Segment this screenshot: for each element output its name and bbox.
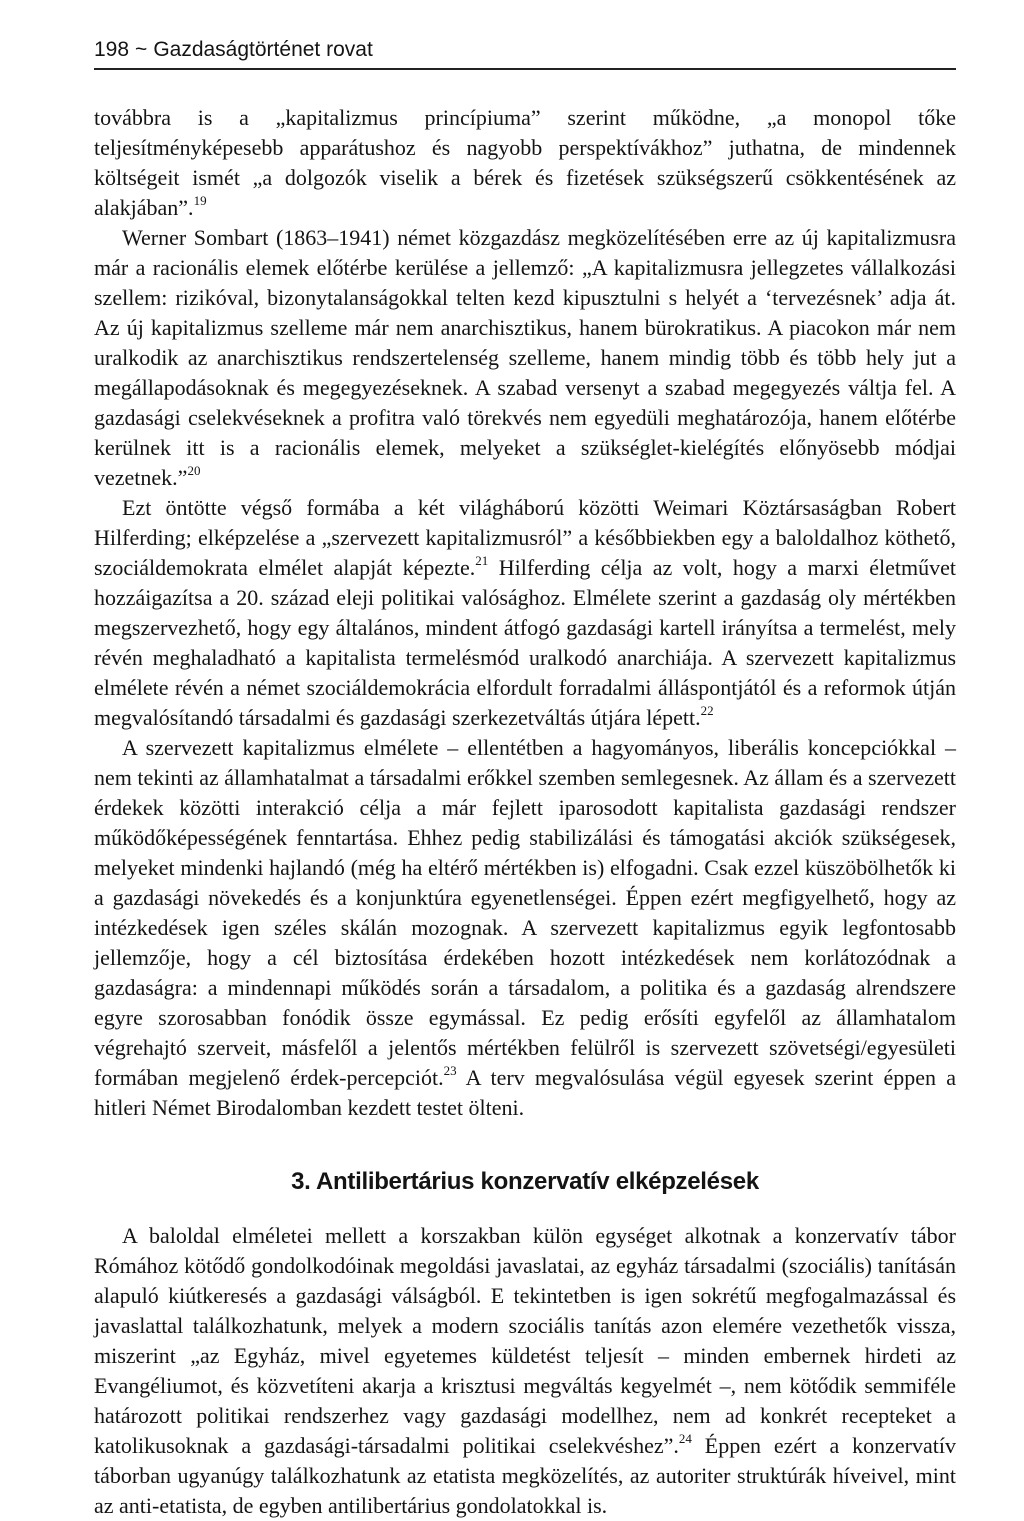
header-section-title: Gazdaságtörténet rovat (153, 38, 373, 61)
header-separator: ~ (135, 38, 148, 61)
page-number: 198 (94, 38, 130, 61)
footnote-ref-19[interactable]: 19 (193, 192, 207, 208)
body-text (94, 103, 956, 1521)
paragraph-1-text: továbbra is a „kapitalizmus princípiuma” szerint működne, „a monopol tőke teljesítményképesebb apparátushoz és nagyobb perspektívákhoz” juthatna, de mindennek költségeit ismét „a dolgozók viselik a bérek és fizetések szükségszerű csökkentésének az alakjában”. (94, 105, 956, 220)
paragraph-3-text-b: Hilferding célja az volt, hogy a marxi életművet hozzáigazítsa a 20. század eleji politikai valósághoz. Elmélete szerint a gazdaság oly mértékben megszervezhető, hogy egy általános, mindent átfogó gazdasági kartell irányítsa a termelést, mely révén meghaladható a kapitalista termelésmód uralkodó anarchiája. A szervezett kapitalizmus elmélete révén a német szociáldemokrácia elfordult forradalmi álláspontjától és a reformok útján megvalósítandó társadalmi és gazdasági szerkezetváltás útjára lépett. (94, 555, 956, 730)
section-heading: 3. Antilibertárius konzervatív elképzelések (291, 1168, 759, 1195)
paragraph-2-text: Werner Sombart (1863–1941) német közgazdász megközelítésében erre az új kapitalizmusra már a racionális elemek előtérbe kerülése a jellemző: „A kapitalizmusra jellegzetes vállalkozási szellem: rizikóval, bizonytalanságokkal telten kezd kipusztulni s helyét a ‘tervezésnek’ adja át. Az új kapitalizmus szelleme már nem anarchisztikus, hanem bürokratikus. A piacokon már nem uralkodik az anarchisztikus rendszertelenség szelleme, hanem mindig több és több hely jut a megállapodásoknak és megegyezéseknek. A szabad versenyt a szabad megegyezés váltja fel. A gazdasági cselekvéseknek a profitra való törekvés nem egyedüli meghatározója, hanem előtérbe kerülnek itt is a racionális elemek, melyeket a szükséglet-kielégítés előnyösebb módjai vezetnek.” (94, 225, 956, 490)
paragraph-4-text-a: A szervezett kapitalizmus elmélete – ellentétben a hagyományos, liberális koncepciókkal – nem tekinti az államhatalmat a társadalmi erőkkel szemben semlegesnek. Az állam és a szervezett érdekek közötti interakció célja a már fejlett iparosodott kapitalista gazdasági rendszer működőképességének fenntartása. Ehhez pedig stabilizálási és támogatási akciók szükségesek, melyeket mindenki hajlandó (még ha eltérő mértékben is) elfogadni. Csak ezzel küszöbölhetők ki a gazdasági növekedés és a konjunktúra egyenetlenségei. Éppen ezért megfigyelhető, hogy az intézkedések igen széles skálán mozognak. A szervezett kapitalizmus egyik legfontosabb jellemzője, hogy a cél biztosítása érdekében hozott intézkedések nem korlátozódnak a gazdaságra: a mindennapi működés során a társadalom, a politika és a gazdaság alrendszere egyre szorosabban fonódik össze egymással. Ez pedig erősíti egyfelől az államhatalom végrehajtó szerveit, másfelől a jelentős mértékben felülről is szervezett szövetségi/egyesületi formában megjelenő érdek-percepciót. (94, 735, 956, 1090)
footnote-ref-23[interactable]: 23 (443, 1062, 457, 1078)
paragraph-4-text-b: A terv megvalósulása végül egyesek szerint éppen a hitleri Német Birodalomban kezdett testet ölteni. (94, 1065, 956, 1120)
paragraph-5-text-a: A baloldal elméletei mellett a korszakban külön egységet alkotnak a konzervatív tábor Rómához kötődő gondolkodóinak megoldási javaslatai, az egyház társadalmi (szociális) tanításán alapuló kiútkeresés a gazdasági válságból. E tekintetben is igen sokrétű megfogalmazással és javaslattal találkozhatunk, melyek a modern szociális tanítás azon elemére vezethetők vissza, miszerint „az Egyház, mivel egyetemes küldetést teljesít – minden embernek hirdeti az Evangéliumot, és közvetíteni akarja a krisztusi megváltás kegyelmét –, nem kötődik semmiféle határozott politikai rendszerhez vagy gazdasági modellhez, nem ad konkrét recepteket a katolikusoknak a gazdasági-társadalmi politikai cselekvéshez”. (94, 1223, 956, 1458)
footnote-ref-24[interactable]: 24 (678, 1430, 692, 1446)
footnote-ref-21[interactable]: 21 (475, 552, 489, 568)
paragraph-5-text-b: Éppen ezért a konzervatív táborban ugyanúgy találkozhatunk az etatista megközelítés, az autoriter struktúrák híveivel, mint az anti-etatista, de egyben antilibertárius gondolatokkal is. (94, 1433, 956, 1518)
paragraph-5 (94, 1221, 956, 1521)
paragraph-2 (94, 223, 956, 493)
paragraph-3 (94, 493, 956, 733)
paragraph-4 (94, 733, 956, 1123)
footnote-ref-22[interactable]: 22 (700, 702, 714, 718)
running-header (94, 36, 956, 70)
footnote-ref-20[interactable]: 20 (187, 462, 201, 478)
paragraph-1 (94, 103, 956, 223)
paragraph-3-text-a: Ezt öntötte végső formába a két világháború közötti Weimari Köztársaságban Robert Hilferding; elképzelése a „szervezett kapitalizmusról” a későbbiekben egy a baloldalhoz köthető, szociáldemokrata elmélet alapját képezte. (94, 495, 956, 580)
